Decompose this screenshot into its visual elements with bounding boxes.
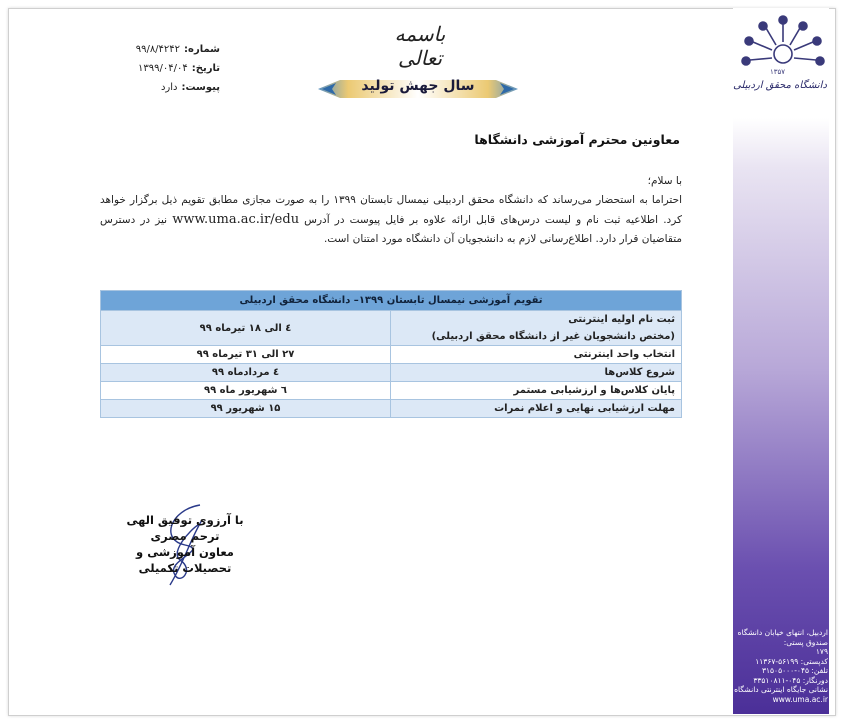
date-value: ۱۳۹۹/۰۴/۰۴ (138, 63, 188, 74)
attachment-value: دارد (160, 82, 178, 93)
signer-title-2: تحصیلات تکمیلی (138, 561, 232, 575)
academic-calendar-table (100, 290, 682, 418)
contact-info (734, 628, 830, 704)
logo-year: ۱۳۵۷ (770, 68, 786, 76)
greeting: با سلام؛ (647, 175, 682, 187)
signature-block (110, 512, 260, 576)
date-cell: ٤ مردادماه ۹۹ (101, 364, 391, 382)
contact-postcode: کدپستی: ۵۶۱۹۹-۱۱۳۶۷ (755, 656, 828, 666)
addressee: معاونین محترم آموزشی دانشگاها (474, 132, 680, 147)
event-cell (391, 311, 682, 346)
table-header-row (101, 291, 682, 311)
number-label: شماره: (184, 44, 220, 55)
body-paragraph (100, 191, 682, 249)
letter-meta (100, 40, 220, 97)
contact-fax: دورنگار: ۰۴۵-۳۳۵۱۰۸۱۱ (753, 675, 828, 685)
event-cell: انتخاب واحد اینترنتی (391, 346, 682, 364)
meta-date-row (100, 59, 220, 78)
event-subline: (مختص دانشجویان غیر از دانشگاه محقق اردبیلی) (431, 331, 675, 342)
number-value: ۹۹/۸/۴۲۴۲ (135, 44, 181, 55)
event-cell: پایان کلاس‌ها و ارزشیابی مستمر (391, 382, 682, 400)
table-row (101, 311, 682, 346)
contact-address: اردبیل، انتهای خیابان دانشگاه (737, 628, 828, 637)
table-row (101, 364, 682, 382)
signer-title: معاون آموزشی و (136, 545, 234, 559)
university-logo-icon (738, 14, 828, 114)
event-cell: شروع کلاس‌ها (391, 364, 682, 382)
basmala-heading: باسمه تعالی (394, 22, 446, 70)
date-cell: ۲۷ الی ۳۱ تیرماه ۹۹ (101, 346, 391, 364)
year-slogan: سال جهش تولید (361, 78, 475, 94)
letter-body (100, 172, 682, 249)
table-row (101, 346, 682, 364)
table-row (101, 400, 682, 418)
contact-pobox: ۱۷۹ (815, 647, 828, 656)
contact-phone: تلفن: ۰۴۵-۳۱۵۰۵۰۰۰ (761, 666, 828, 675)
date-cell: ٤ الی ۱۸ تیرماه ۹۹ (101, 311, 391, 346)
date-cell: ٦ شهریور ماه ۹۹ (101, 382, 391, 400)
attachment-label: پیوست: (181, 82, 220, 93)
table-title: تقویم آموزشی نیمسال تابستان ۱۳۹۹– دانشگاه محقق اردبیلی (101, 291, 682, 311)
event-cell: مهلت ارزشیابی نهایی و اعلام نمرات (391, 400, 682, 418)
event-line: ثبت نام اولیه اینترنتی (568, 314, 675, 325)
meta-attachment-row (100, 78, 220, 97)
body-paragraph-part1: احتراما به استحضار می‌رساند که دانشگاه محقق اردبیلی نیمسال تابستان ۱۳۹۹ را به صورت مجازی مطابق تقویم ذیل برگزار خواهد کرد. اطلاعیه ثبت نام و لیست درس‌های قابل ارائه علاوه بر فایل پیوست در آدرس (100, 194, 682, 226)
body-paragraph-part2: نیز در دسترس متقاضیان قرار دارد. اطلاع‌رسانی لازم به دانشجویان آن دانشگاه مورد امتنان است. (100, 214, 682, 245)
meta-number-row (100, 40, 220, 59)
edu-url-link[interactable]: www.uma.ac.ir/edu (172, 212, 300, 227)
contact-web-label: نشانی جایگاه اینترنتی دانشگاه (734, 685, 828, 694)
contact-website[interactable]: www.uma.ac.ir (772, 694, 828, 704)
date-label: تاریخ: (191, 63, 220, 74)
table-row (101, 382, 682, 400)
logo-caption: دانشگاه محقق اردبیلی (733, 80, 827, 91)
date-cell: ۱۵ شهریور ۹۹ (101, 400, 391, 418)
contact-pobox-label: صندوق پستی: (783, 637, 828, 647)
signer-name: ترحم مصری (150, 529, 220, 543)
signature-line: با آرزوی توفیق الهی (126, 513, 244, 527)
